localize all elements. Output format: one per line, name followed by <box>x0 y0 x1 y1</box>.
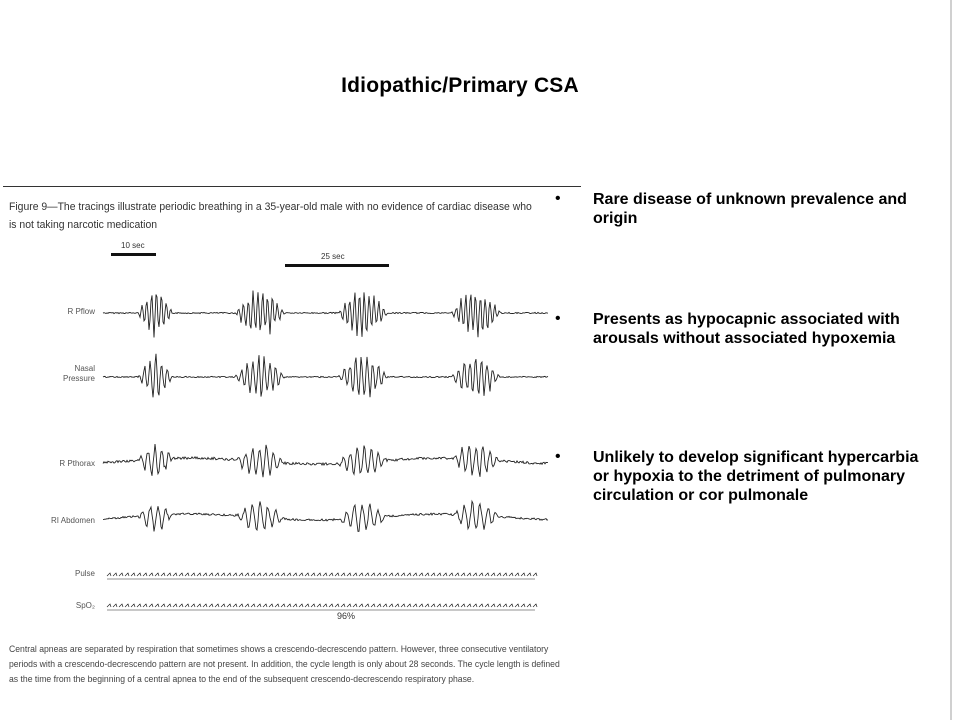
trace-label-spo2: SpO₂ <box>75 601 95 610</box>
trace-label-r-pthorax: R Pthorax <box>59 459 95 468</box>
pulse-trace <box>107 573 537 576</box>
slide-title: Idiopathic/Primary CSA <box>341 74 579 97</box>
bullet-text: Rare disease of unknown prevalence and origin <box>593 191 907 227</box>
bullet-marker: • <box>555 190 561 207</box>
trace-label-ri-abdomen: RI Abdomen <box>50 516 95 525</box>
scale-label-25-sec: 25 sec <box>321 252 345 261</box>
waveform-line <box>103 501 548 531</box>
trace-label-nasal-pressure: Nasal Pressure <box>62 364 95 383</box>
spo2-trace <box>107 604 537 607</box>
trace-label-r-pflow: R Pflow <box>67 307 95 316</box>
slide-border <box>950 0 952 720</box>
polysomnography-tracings <box>3 186 583 636</box>
bullet-marker: • <box>555 310 561 327</box>
spo2-value: 96% <box>337 611 356 621</box>
bullet-marker: • <box>555 448 561 465</box>
figure-caption: Figure 9—The tracings illustrate periodic breathing in a 35-year-old male with no evidence of cardiac disease who is not taking narcotic medication <box>9 201 532 231</box>
bullet-text: Unlikely to develop significant hypercarbia or hypoxia to the detriment of pulmonary circulation or cor pulmonale <box>593 449 919 504</box>
trace-label-pulse: Pulse <box>74 569 95 578</box>
waveform-line <box>103 291 548 338</box>
bullet-text: Presents as hypocapnic associated with arousals without associated hypoxemia <box>593 311 900 347</box>
figure-footnote: Central apneas are separated by respiration that sometimes shows a crescendo-decrescendo pattern. However, three consecutive ventilatory periods with a crescendo-decrescendo pattern are not present. In addition, the cycle length is only about 28 seconds. The cycle length is defined as the time from the beginning of a central apnea to the end of the subsequent crescendo-decrescendo respiratory phase. <box>9 643 560 684</box>
figure-panel <box>3 186 583 691</box>
scale-label-10-sec: 10 sec <box>121 241 145 250</box>
waveform-line <box>103 444 548 477</box>
waveform-line <box>103 354 548 398</box>
